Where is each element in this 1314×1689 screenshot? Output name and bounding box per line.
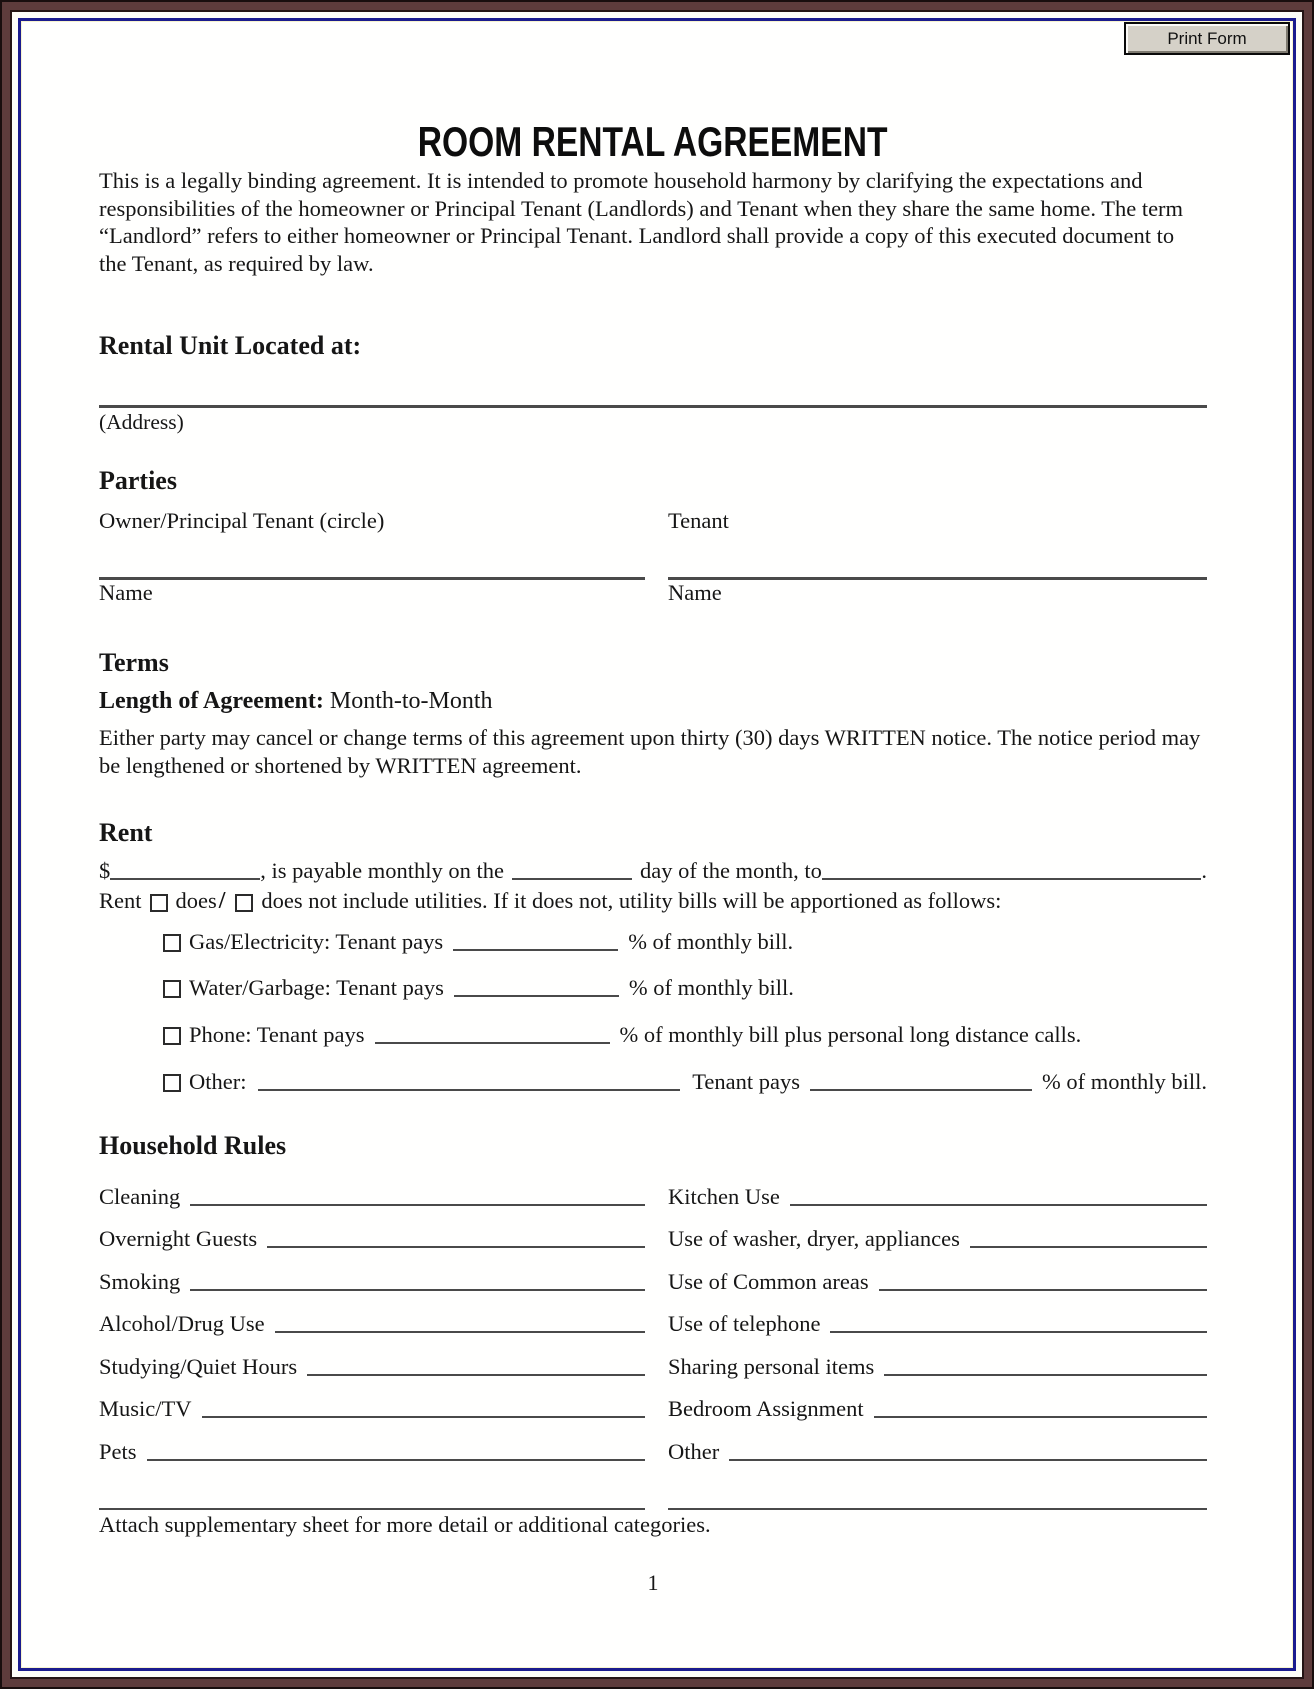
extra-rule-field — [668, 1508, 1207, 1510]
section-heading-household-rules: Household Rules — [99, 1131, 287, 1160]
checkbox-water-garbage[interactable] — [163, 980, 181, 998]
checkbox-does-not-include[interactable] — [235, 894, 253, 912]
extra-rules-lines — [99, 1508, 1207, 1510]
section-heading-terms: Terms — [99, 648, 169, 677]
checkbox-phone[interactable] — [163, 1027, 181, 1045]
does-not-label: does not include utilities. If it does not, utility bills will be apportioned as follows: — [261, 888, 1002, 913]
rent-amount-field — [110, 878, 260, 880]
section-heading-rental-unit: Rental Unit Located at: — [99, 331, 362, 360]
utility-label: Water/Garbage: Tenant pays — [189, 975, 444, 1000]
utility-row-gas-electricity — [99, 929, 1207, 955]
rule-label: Bedroom Assignment — [668, 1396, 864, 1421]
rule-field — [190, 1289, 645, 1291]
rule-field — [202, 1416, 646, 1418]
address-line — [99, 405, 1207, 408]
section-heading-parties: Parties — [99, 466, 177, 495]
utility-suffix: % of monthly bill. — [628, 929, 794, 954]
rules-row — [99, 1354, 1207, 1380]
length-of-agreement-line — [99, 688, 1207, 715]
extra-rule-field — [99, 1508, 645, 1510]
frame-brown-band — [2, 2, 1312, 1687]
rule-label: Cleaning — [99, 1184, 181, 1209]
rule-label: Use of telephone — [668, 1311, 821, 1336]
rule-field — [879, 1289, 1207, 1291]
rules-row — [99, 1226, 1207, 1252]
length-label: Length of Agreement: — [99, 688, 324, 714]
rule-label: Overnight Guests — [99, 1226, 258, 1251]
rule-label: Pets — [99, 1439, 137, 1464]
checkbox-other[interactable] — [163, 1074, 181, 1092]
utility-row-water-garbage — [99, 975, 1207, 1001]
rule-label: Use of washer, dryer, appliances — [668, 1226, 960, 1251]
document-page — [21, 21, 1293, 1668]
utility-label: Phone: Tenant pays — [189, 1022, 365, 1047]
rule-label: Music/TV — [99, 1396, 192, 1421]
name-labels — [99, 580, 1207, 606]
rule-field — [267, 1246, 645, 1248]
rule-label: Use of Common areas — [668, 1269, 869, 1294]
rules-row — [99, 1184, 1207, 1210]
other-label: Other: — [189, 1069, 247, 1094]
rent-word: Rent — [99, 888, 142, 913]
rules-row — [99, 1311, 1207, 1337]
rule-field — [790, 1204, 1207, 1206]
utility-row-phone — [99, 1022, 1207, 1048]
address-caption: (Address) — [99, 410, 184, 434]
utility-suffix: % of monthly bill. — [628, 975, 794, 1000]
rule-label: Smoking — [99, 1269, 181, 1294]
length-value: Month-to-Month — [329, 688, 493, 714]
rules-row — [99, 1396, 1207, 1422]
other-description-field — [258, 1089, 680, 1091]
rule-field — [190, 1204, 645, 1206]
slash-separator: / — [218, 888, 226, 914]
rule-field — [275, 1331, 645, 1333]
rent-day-field — [512, 878, 632, 880]
intro-paragraph: This is a legally binding agreement. It is intended to promote household harmony by clarifying the expectations and responsibilities of the homeowner or Principal Tenant (Landlords) and Tenant when they share the same home. The term “Landlord” refers to either homeowner or Principal Tenant. Landlord shall provide a copy of this executed document to the Tenant, as required by law. — [99, 168, 1184, 276]
checkbox-does-include[interactable] — [150, 894, 168, 912]
owner-name-caption: Name — [99, 580, 153, 605]
other-percent-field — [810, 1089, 1032, 1091]
terms-paragraph: Either party may cancel or change terms of this agreement upon thirty (30) days WRITTEN notice. The notice period may be lengthened or shortened by WRITTEN agreement. — [99, 725, 1201, 778]
rule-field — [729, 1459, 1207, 1461]
rule-field — [830, 1331, 1207, 1333]
page-title: ROOM RENTAL AGREEMENT — [418, 118, 888, 165]
tenant-label: Tenant — [668, 508, 729, 533]
gas-percent-field — [453, 949, 618, 951]
rules-row — [99, 1269, 1207, 1295]
utility-suffix: % of monthly bill plus personal long distance calls. — [619, 1022, 1082, 1047]
rule-field — [884, 1374, 1207, 1376]
water-percent-field — [454, 995, 619, 997]
rule-label: Alcohol/Drug Use — [99, 1311, 265, 1336]
parties-labels — [99, 508, 1207, 534]
phone-percent-field — [375, 1042, 610, 1044]
owner-label: Owner/Principal Tenant (circle) — [99, 508, 385, 533]
day-of-month-text: day of the month, to — [639, 858, 822, 883]
print-form-button[interactable]: Print Form — [1124, 22, 1290, 55]
rule-field — [307, 1374, 645, 1376]
rent-includes-line — [99, 888, 1207, 915]
rule-field — [147, 1459, 645, 1461]
frame-inner-black — [10, 10, 1304, 1679]
utility-label: Gas/Electricity: Tenant pays — [189, 929, 444, 954]
rule-label: Studying/Quiet Hours — [99, 1354, 298, 1379]
rule-label: Sharing personal items — [668, 1354, 875, 1379]
payable-text: , is payable monthly on the — [260, 858, 504, 883]
page-number: 1 — [647, 1570, 659, 1595]
rule-field — [970, 1246, 1207, 1248]
page-content — [99, 22, 1207, 1667]
attachment-note: Attach supplementary sheet for more detail or additional categories. — [99, 1512, 711, 1537]
tenant-name-caption: Name — [668, 580, 722, 605]
frame-navy-band — [18, 18, 1296, 1671]
frame-white-band — [12, 12, 1302, 1677]
dollar-sign: $ — [99, 858, 111, 883]
rule-field — [874, 1416, 1207, 1418]
does-label: does — [175, 888, 217, 913]
rule-label: Kitchen Use — [668, 1184, 780, 1209]
section-heading-rent: Rent — [99, 818, 153, 847]
rent-payee-field — [822, 878, 1202, 880]
other-suffix: % of monthly bill. — [1042, 1069, 1207, 1094]
checkbox-gas-electricity[interactable] — [163, 934, 181, 952]
utility-row-other — [99, 1069, 1207, 1095]
rules-row — [99, 1439, 1207, 1465]
other-mid-text: Tenant pays — [692, 1069, 801, 1094]
rule-label: Other — [668, 1439, 720, 1464]
rent-amount-line — [99, 858, 1207, 884]
line-end-period: . — [1201, 858, 1207, 883]
